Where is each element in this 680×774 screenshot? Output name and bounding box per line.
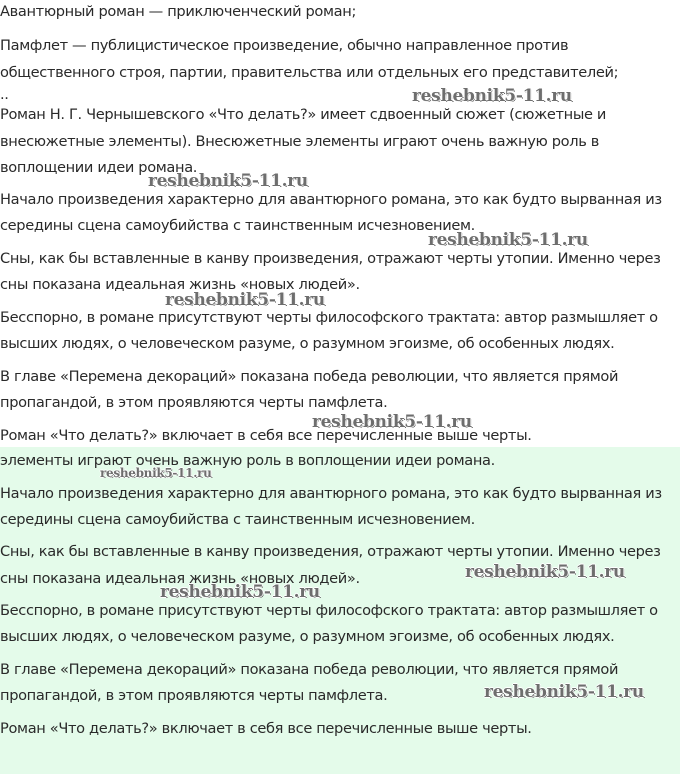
- text-line: Начало произведения характерно для авантюрного романа, это как будто вырванная из: [0, 191, 662, 208]
- text-line: Роман «Что делать?» включает в себя все перечисленные выше черты.: [0, 720, 532, 737]
- watermark: reshebnik5-11.ru: [465, 562, 625, 582]
- text-line: сны показана идеальная жизнь «новых людей».: [0, 276, 360, 293]
- text-line: В главе «Перемена декораций» показана победа революции, что является прямой: [0, 368, 619, 385]
- text-line: сны показана идеальная жизнь «новых людей».: [0, 570, 360, 587]
- text-line: пропагандой, в этом проявляются черты памфлета.: [0, 687, 388, 704]
- text-line: воплощении идеи романа.: [0, 159, 198, 176]
- text-line: Роман Н. Г. Чернышевского «Что делать?» имеет сдвоенный сюжет (сюжетные и: [0, 106, 607, 123]
- text-line: Роман «Что делать?» включает в себя все перечисленные выше черты.: [0, 427, 532, 444]
- text-line: внесюжетные элементы). Внесюжетные элементы играют очень важную роль в: [0, 133, 599, 150]
- watermark: reshebnik5-11.ru: [165, 290, 325, 310]
- text-line: пропагандой, в этом проявляются черты памфлета.: [0, 394, 388, 411]
- watermark: reshebnik5-11.ru: [100, 466, 212, 480]
- text-line: В главе «Перемена декораций» показана победа революции, что является прямой: [0, 661, 619, 678]
- text-line: середины сцена самоубийства с таинственным исчезновением.: [0, 511, 475, 528]
- text-line: Авантюрный роман — приключенческий роман;: [0, 3, 357, 20]
- watermark: reshebnik5-11.ru: [428, 230, 588, 250]
- watermark: reshebnik5-11.ru: [148, 171, 308, 191]
- text-line: высших людях, о человеческом разуме, о разумном эгоизме, об особенных людях.: [0, 335, 615, 352]
- watermark: reshebnik5-11.ru: [160, 582, 320, 602]
- watermark: reshebnik5-11.ru: [312, 412, 472, 432]
- text-line: Сны, как бы вставленные в канву произведения, отражают черты утопии. Именно через: [0, 543, 661, 560]
- text-line: Сны, как бы вставленные в канву произведения, отражают черты утопии. Именно через: [0, 250, 661, 267]
- text-line: Бесспорно, в романе присутствуют черты философского трактата: автор размышляет о: [0, 309, 658, 326]
- text-line: ..: [0, 86, 9, 103]
- watermark: reshebnik5-11.ru: [412, 86, 572, 106]
- text-line: элементы играют очень важную роль в воплощении идеи романа.: [0, 452, 495, 469]
- text-line: высших людях, о человеческом разуме, о разумном эгоизме, об особенных людях.: [0, 628, 615, 645]
- watermark: reshebnik5-11.ru: [484, 682, 644, 702]
- text-line: Начало произведения характерно для авантюрного романа, это как будто вырванная из: [0, 485, 662, 502]
- text-line: Памфлет — публицистическое произведение, обычно направленное против: [0, 37, 569, 54]
- text-line: общественного строя, партии, правительства или отдельных его представителей;: [0, 64, 619, 81]
- text-line: середины сцена самоубийства с таинственным исчезновением.: [0, 217, 475, 234]
- text-line: Бесспорно, в романе присутствуют черты философского трактата: автор размышляет о: [0, 602, 658, 619]
